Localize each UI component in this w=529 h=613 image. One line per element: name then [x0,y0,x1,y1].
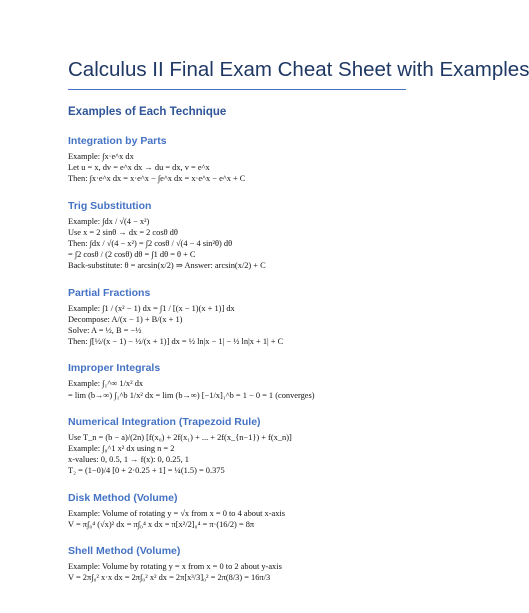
section-group-heading: Examples of Each Technique [68,106,227,118]
section-6 [68,544,406,583]
section-line: Example: Volume by rotating y = x from x = 0 to 2 about y-axis [68,562,282,572]
section-line: Use x = 2 sinθ → dx = 2 cosθ dθ [68,227,178,237]
section-3 [68,361,406,400]
section-line: Let u = x, dv = e^x dx → du = dx, v = e^x [68,163,210,173]
document-title: Calculus II Final Exam Cheat Sheet with Examples [68,56,406,90]
section-heading: Trig Substitution [68,199,152,212]
section-line: Example: ∫₀^1 x² dx using n = 2 [68,444,175,454]
section-line: Decompose: A/(x − 1) + B/(x + 1) [68,314,183,324]
section-line: V = π∫₀⁴ (√x)² dx = π∫₀⁴ x dx = π[x²/2]₀⁴ = π·(16/2) = 8π [68,519,255,529]
section-heading: Disk Method (Volume) [68,491,178,504]
section-line: Example: Volume of rotating y = √x from x = 0 to 4 about x-axis [68,508,286,518]
section-heading: Improper Integrals [68,362,161,375]
section-line: Example: ∫x·e^x dx [68,152,134,161]
section-line: Use T_n = (b − a)/(2n) [f(x₀) + 2f(x₁) + ... + 2f(x_{n−1}) + f(x_n)] [68,432,292,442]
section-line: = lim (b→∞) ∫₁^b 1/x² dx = lim (b→∞) [−1/x]₁^b = 1 − 0 = 1 (converges) [68,390,315,400]
section-0 [68,134,406,185]
section-line: = ∫2 cosθ / (2 cosθ) dθ = ∫1 dθ = θ + C [68,250,196,260]
section-line: Then: ∫dx / √(4 − x²) = ∫2 cosθ / √(4 − 4 sin²θ) dθ [68,239,233,249]
section-4 [68,415,406,477]
section-line: Then: ∫x·e^x dx = x·e^x − ∫e^x dx = x·e^x − e^x + C [68,174,246,184]
section-line: Example: ∫₁^∞ 1/x² dx [68,379,144,389]
section-2 [68,286,406,348]
sections-container [68,134,406,583]
section-line: x-values: 0, 0.5, 1 → f(x): 0, 0.25, 1 [68,455,189,465]
section-line: V = 2π∫₀² x·x dx = 2π∫₀² x² dx = 2π[x³/3]₀² = 2π(8/3) = 16π/3 [68,573,271,583]
section-heading: Numerical Integration (Trapezoid Rule) [68,415,261,428]
section-heading: Integration by Parts [68,135,167,147]
section-5 [68,491,406,530]
section-line: Back-substitute: θ = arcsin(x/2) ⇒ Answer: arcsin(x/2) + C [68,261,266,271]
section-line: Example: ∫dx / √(4 − x²) [68,216,150,226]
section-line: T₂ = (1−0)/4 [0 + 2·0.25 + 1] = ¼(1.5) = 0.375 [68,466,225,476]
section-1 [68,199,406,272]
section-line: Then: ∫[½/(x − 1) − ½/(x + 1)] dx = ½ ln|x − 1| − ½ ln|x + 1| + C [68,337,284,347]
section-line: Solve: A = ½, B = −½ [68,326,142,336]
section-line: Example: ∫1 / (x² − 1) dx = ∫1 / [(x − 1)(x + 1)] dx [68,303,235,313]
section-heading: Shell Method (Volume) [68,545,181,558]
section-heading: Partial Fractions [68,286,151,299]
